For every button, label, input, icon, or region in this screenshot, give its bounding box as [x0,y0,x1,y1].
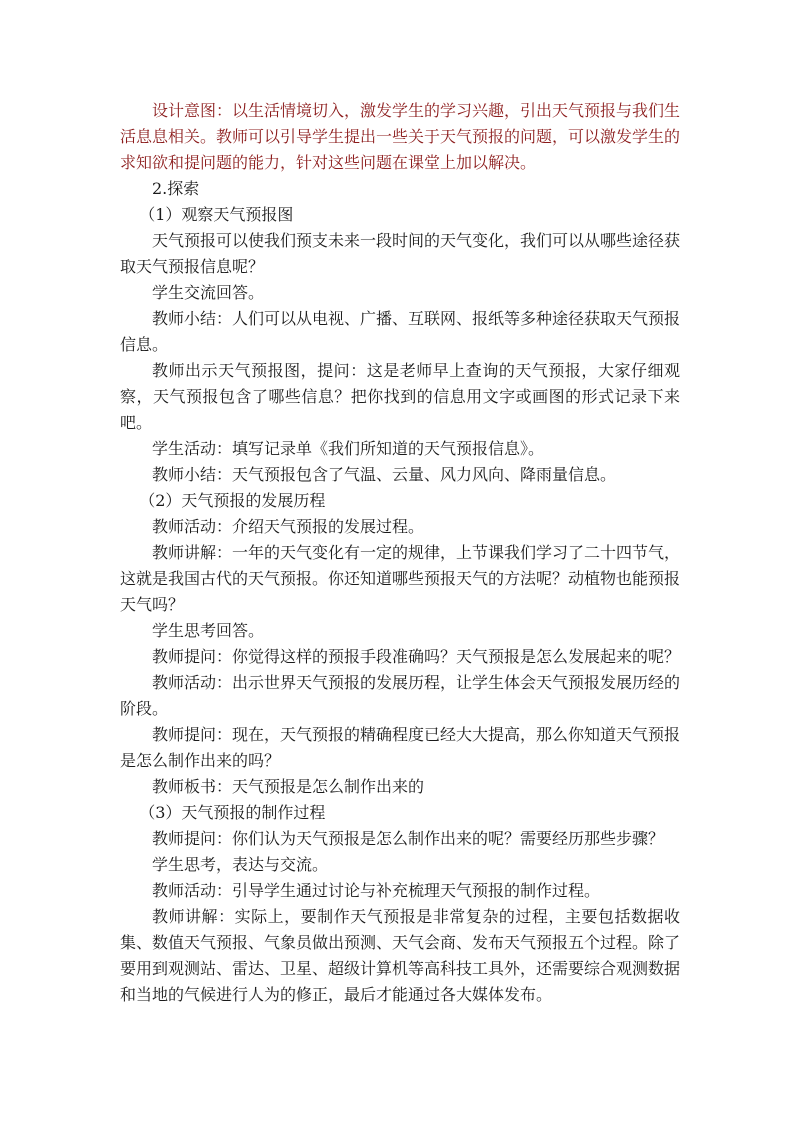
paragraph: 学生思考，表达与交流。 [152,855,329,874]
subsection-heading-1: （1）观察天气预报图 [139,205,294,224]
paragraph: 学生思考回答。 [152,621,265,640]
subsection-heading-2: （2）天气预报的发展历程 [139,491,326,510]
paragraph: 天气预报可以使我们预支未来一段时间的天气变化，我们可以从哪些途径获取天气预报信息呢？ [120,231,681,276]
paragraph: 教师讲解：实际上，要制作天气预报是非常复杂的过程，主要包括数据收集、数值天气预报、气象员做出预测、天气会商、发布天气预报五个过程。除了要用到观测站、雷达、卫星、超级计算机等高科技工具外，还需要综合观测数据和当地的气候进行人为的修正，最后才能通过各大媒体发布。 [120,907,681,1004]
section-heading-explore: 2.探索 [152,179,200,198]
paragraph: 教师讲解：一年的天气变化有一定的规律，上节课我们学习了二十四节气，这就是我国古代的天气预报。你还知道哪些预报天气的方法呢？动植物也能预报天气吗？ [120,543,681,614]
paragraph: 教师小结：人们可以从电视、广播、互联网、报纸等多种途径获取天气预报信息。 [120,309,681,354]
subsection-heading-3: （3）天气预报的制作过程 [139,803,326,822]
paragraph: 教师活动：引导学生通过讨论与补充梳理天气预报的制作过程。 [152,881,601,900]
paragraph: 学生交流回答。 [152,283,265,302]
paragraph: 学生活动：填写记录单《我们所知道的天气预报信息》。 [152,439,545,458]
paragraph: 教师活动：出示世界天气预报的发展历程，让学生体会天气预报发展历经的阶段。 [120,673,681,718]
paragraph: 教师出示天气预报图，提问：这是老师早上查询的天气预报，大家仔细观察，天气预报包含了哪些信息？把你找到的信息用文字或画图的形式记录下来吧。 [120,361,680,432]
paragraph: 教师活动：介绍天气预报的发展过程。 [152,517,425,536]
design-intent-paragraph: 设计意图：以生活情境切入，激发学生的学习兴趣，引出天气预报与我们生活息息相关。教师可以引导学生提出一些关于天气预报的问题，可以激发学生的求知欲和提问题的能力，针对这些问题在课堂上加以解决。 [120,101,681,172]
paragraph: 教师提问：你们认为天气预报是怎么制作出来的呢？需要经历那些步骤？ [152,829,665,848]
paragraph: 教师提问：你觉得这样的预报手段准确吗？天气预报是怎么发展起来的呢？ [152,647,681,666]
paragraph: 教师提问：现在，天气预报的精确程度已经大大提高，那么你知道天气预报是怎么制作出来的吗？ [120,725,681,770]
document-body [120,98,680,1008]
paragraph: 教师板书：天气预报是怎么制作出来的 [152,777,425,796]
paragraph: 教师小结：天气预报包含了气温、云量、风力风向、降雨量信息。 [152,465,617,484]
